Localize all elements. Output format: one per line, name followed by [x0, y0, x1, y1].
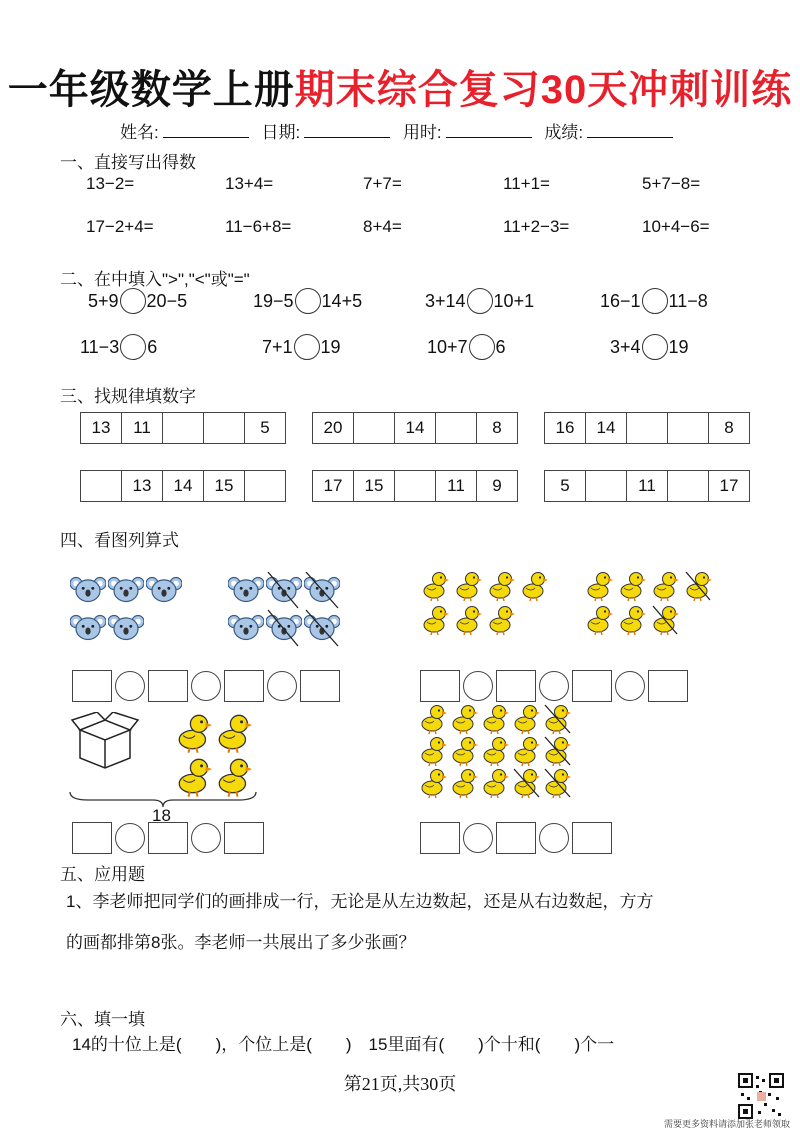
chick-icon [621, 607, 646, 636]
word-problem-line: 1、李老师把同学们的画排成一行，无论是从左边数起，还是从右边数起，方方 [66, 892, 654, 911]
compare-item [253, 288, 362, 314]
chick-icon [424, 573, 449, 602]
qr-caption: 需要更多资料请添加张老师领取 [663, 1119, 790, 1129]
sequence-cell[interactable] [203, 412, 245, 444]
operator-circle[interactable] [191, 823, 221, 853]
word-problem-line: 的画都排第8张。李老师一共展出了多少张画？ [66, 933, 416, 952]
operator-circle[interactable] [615, 671, 645, 701]
answer-box[interactable] [648, 670, 688, 702]
chick-icon [654, 573, 679, 602]
sequence-cell[interactable] [394, 470, 436, 502]
compare-right: 20−5 [146, 290, 188, 311]
equation: 17−2+4= [86, 217, 154, 236]
koala-icon [70, 616, 106, 640]
sequence-cell[interactable] [244, 470, 286, 502]
sequence-cell[interactable]: 17 [312, 470, 354, 502]
koala-icon [108, 616, 144, 640]
equation: 13+4= [225, 174, 274, 193]
sequence-cell[interactable]: 11 [626, 470, 668, 502]
operator-circle[interactable] [539, 671, 569, 701]
time-blank[interactable] [446, 123, 532, 138]
date-blank[interactable] [304, 123, 390, 138]
compare-right: 19 [320, 336, 341, 357]
equation: 11+1= [503, 174, 550, 193]
compare-left: 3+4 [610, 336, 641, 357]
chick-icon [484, 738, 509, 767]
answer-box[interactable] [148, 670, 188, 702]
operator-circle[interactable] [267, 671, 297, 701]
sequence-cell[interactable]: 16 [544, 412, 586, 444]
date-label: 日期: [261, 123, 301, 142]
page-title [0, 58, 800, 115]
sequence-cell[interactable]: 5 [544, 470, 586, 502]
operator-circle[interactable] [463, 823, 493, 853]
compare-left: 5+9 [88, 290, 119, 311]
title-part-black: 一年级数学上册 [7, 68, 295, 112]
chick-icon [490, 607, 515, 636]
answer-box[interactable] [300, 670, 340, 702]
chick-icon [453, 738, 478, 767]
compare-right: 11−8 [668, 290, 708, 311]
chick-icon [515, 738, 540, 767]
answer-box[interactable] [572, 822, 612, 854]
compare-right: 10+1 [493, 290, 535, 311]
compare-right: 6 [495, 336, 506, 357]
koala-icon [228, 616, 264, 640]
equation: 13−2= [86, 174, 135, 193]
chick-group-a [422, 570, 552, 640]
chick-group-b [586, 570, 720, 640]
name-label: 姓名: [120, 123, 159, 142]
sequence-cell[interactable]: 15 [353, 470, 395, 502]
chick-icon [422, 706, 447, 735]
sequence-row [544, 470, 750, 502]
chick-group-c [176, 712, 260, 800]
compare-item [600, 288, 708, 314]
student-info-line [120, 118, 681, 143]
chick-icon [422, 770, 447, 799]
section-4-heading: 四、看图列算式 [60, 531, 179, 550]
equation: 11−6+8= [225, 217, 292, 236]
compare-item [425, 288, 534, 314]
sequence-cell[interactable]: 14 [394, 412, 436, 444]
compare-circle[interactable] [294, 334, 320, 360]
answer-box[interactable] [572, 670, 612, 702]
chick-icon [588, 607, 613, 636]
section-3-heading: 三、找规律填数字 [60, 387, 196, 406]
koala-group-right [228, 572, 358, 650]
answer-row [72, 670, 340, 702]
sequence-cell[interactable] [626, 412, 668, 444]
chick-icon [490, 573, 515, 602]
compare-item [427, 334, 506, 360]
sequence-cell[interactable]: 11 [435, 470, 477, 502]
sequence-cell[interactable] [80, 470, 122, 502]
chick-icon [422, 738, 447, 767]
box-icon [70, 712, 140, 772]
sequence-cell[interactable] [435, 412, 477, 444]
fill-in-line: 14的十位上是( )，个位上是( ) 15里面有( )个十和( )个一 [72, 1035, 615, 1054]
koala-icon [266, 578, 302, 602]
chick-icon [453, 770, 478, 799]
compare-left: 3+14 [425, 290, 466, 311]
sequence-cell[interactable]: 15 [203, 470, 245, 502]
qr-code [738, 1073, 784, 1119]
score-blank[interactable] [587, 123, 673, 138]
operator-circle[interactable] [463, 671, 493, 701]
equation: 7+7= [363, 174, 402, 193]
koala-icon [108, 578, 144, 602]
sequence-cell[interactable] [667, 470, 709, 502]
sequence-cell[interactable]: 5 [244, 412, 286, 444]
section-5-heading: 五、应用题 [60, 865, 145, 884]
compare-item [80, 334, 157, 360]
compare-left: 19−5 [253, 290, 294, 311]
total-label: 18 [152, 806, 171, 825]
operator-circle[interactable] [115, 671, 145, 701]
koala-icon [266, 616, 302, 640]
compare-item [262, 334, 341, 360]
compare-circle[interactable] [120, 334, 146, 360]
compare-circle[interactable] [642, 288, 668, 314]
sequence-row [80, 412, 286, 444]
koala-group-left [70, 575, 200, 650]
answer-box[interactable] [224, 822, 264, 854]
koala-icon [146, 578, 182, 602]
operator-circle[interactable] [539, 823, 569, 853]
answer-box[interactable] [420, 670, 460, 702]
chick-icon [457, 573, 482, 602]
sequence-cell[interactable]: 14 [585, 412, 627, 444]
compare-circle[interactable] [469, 334, 495, 360]
page-number: 第21页,共30页 [343, 1074, 457, 1094]
answer-box[interactable] [496, 822, 536, 854]
compare-right: 19 [668, 336, 689, 357]
chick-icon [515, 706, 540, 735]
chick-icon [219, 715, 252, 752]
sequence-cell[interactable]: 17 [708, 470, 750, 502]
chick-icon [588, 573, 613, 602]
answer-box[interactable] [72, 670, 112, 702]
answer-row [420, 822, 612, 854]
name-blank[interactable] [163, 123, 249, 138]
chick-icon [484, 706, 509, 735]
chick-icon [523, 573, 548, 602]
sequence-cell[interactable]: 8 [476, 412, 518, 444]
chick-icon [457, 607, 482, 636]
sequence-cell[interactable]: 13 [121, 470, 163, 502]
compare-right: 14+5 [321, 290, 363, 311]
compare-item [88, 288, 187, 314]
chick-icon [424, 607, 449, 636]
answer-box[interactable] [420, 822, 460, 854]
sequence-cell[interactable] [162, 412, 204, 444]
compare-left: 11−3 [80, 336, 120, 357]
answer-row [72, 822, 264, 854]
compare-right: 6 [147, 336, 158, 357]
section-2-heading: 二、在中填入">","<"或"=" [60, 270, 250, 289]
sequence-row [312, 470, 518, 502]
sequence-cell[interactable]: 8 [708, 412, 750, 444]
chick-icon [484, 770, 509, 799]
answer-box[interactable] [148, 822, 188, 854]
sequence-cell[interactable]: 13 [80, 412, 122, 444]
sequence-row [312, 412, 518, 444]
compare-circle[interactable] [295, 288, 321, 314]
total-brace [68, 788, 258, 808]
compare-left: 16−1 [600, 290, 641, 311]
sequence-cell[interactable]: 20 [312, 412, 354, 444]
compare-left: 7+1 [262, 336, 293, 357]
chick-icon [179, 715, 212, 752]
answer-row [420, 670, 688, 702]
operator-circle[interactable] [191, 671, 221, 701]
sequence-cell[interactable]: 9 [476, 470, 518, 502]
koala-icon [228, 578, 264, 602]
koala-icon [70, 578, 106, 602]
sequence-row [544, 412, 750, 444]
sequence-row [80, 470, 286, 502]
chick-icon [621, 573, 646, 602]
chick-icon [453, 706, 478, 735]
sequence-cell[interactable] [667, 412, 709, 444]
equation: 11+2−3= [503, 217, 570, 236]
score-label: 成绩: [544, 123, 584, 142]
sequence-cell[interactable]: 14 [162, 470, 204, 502]
time-label: 用时: [402, 123, 442, 142]
compare-left: 10+7 [427, 336, 468, 357]
chick-group-d [420, 703, 580, 801]
compare-circle[interactable] [642, 334, 668, 360]
equation: 10+4−6= [642, 217, 710, 236]
sequence-cell[interactable] [585, 470, 627, 502]
answer-box[interactable] [496, 670, 536, 702]
section-1-heading: 一、直接写出得数 [60, 153, 196, 172]
equation: 5+7−8= [642, 174, 701, 193]
equation: 8+4= [363, 217, 402, 236]
title-part-red: 期末综合复习30天冲刺训练 [294, 68, 793, 112]
answer-box[interactable] [72, 822, 112, 854]
sequence-cell[interactable] [353, 412, 395, 444]
compare-circle[interactable] [467, 288, 493, 314]
compare-circle[interactable] [120, 288, 146, 314]
answer-box[interactable] [224, 670, 264, 702]
compare-item [610, 334, 689, 360]
section-6-heading: 六、填一填 [60, 1010, 145, 1029]
sequence-cell[interactable]: 11 [121, 412, 163, 444]
operator-circle[interactable] [115, 823, 145, 853]
